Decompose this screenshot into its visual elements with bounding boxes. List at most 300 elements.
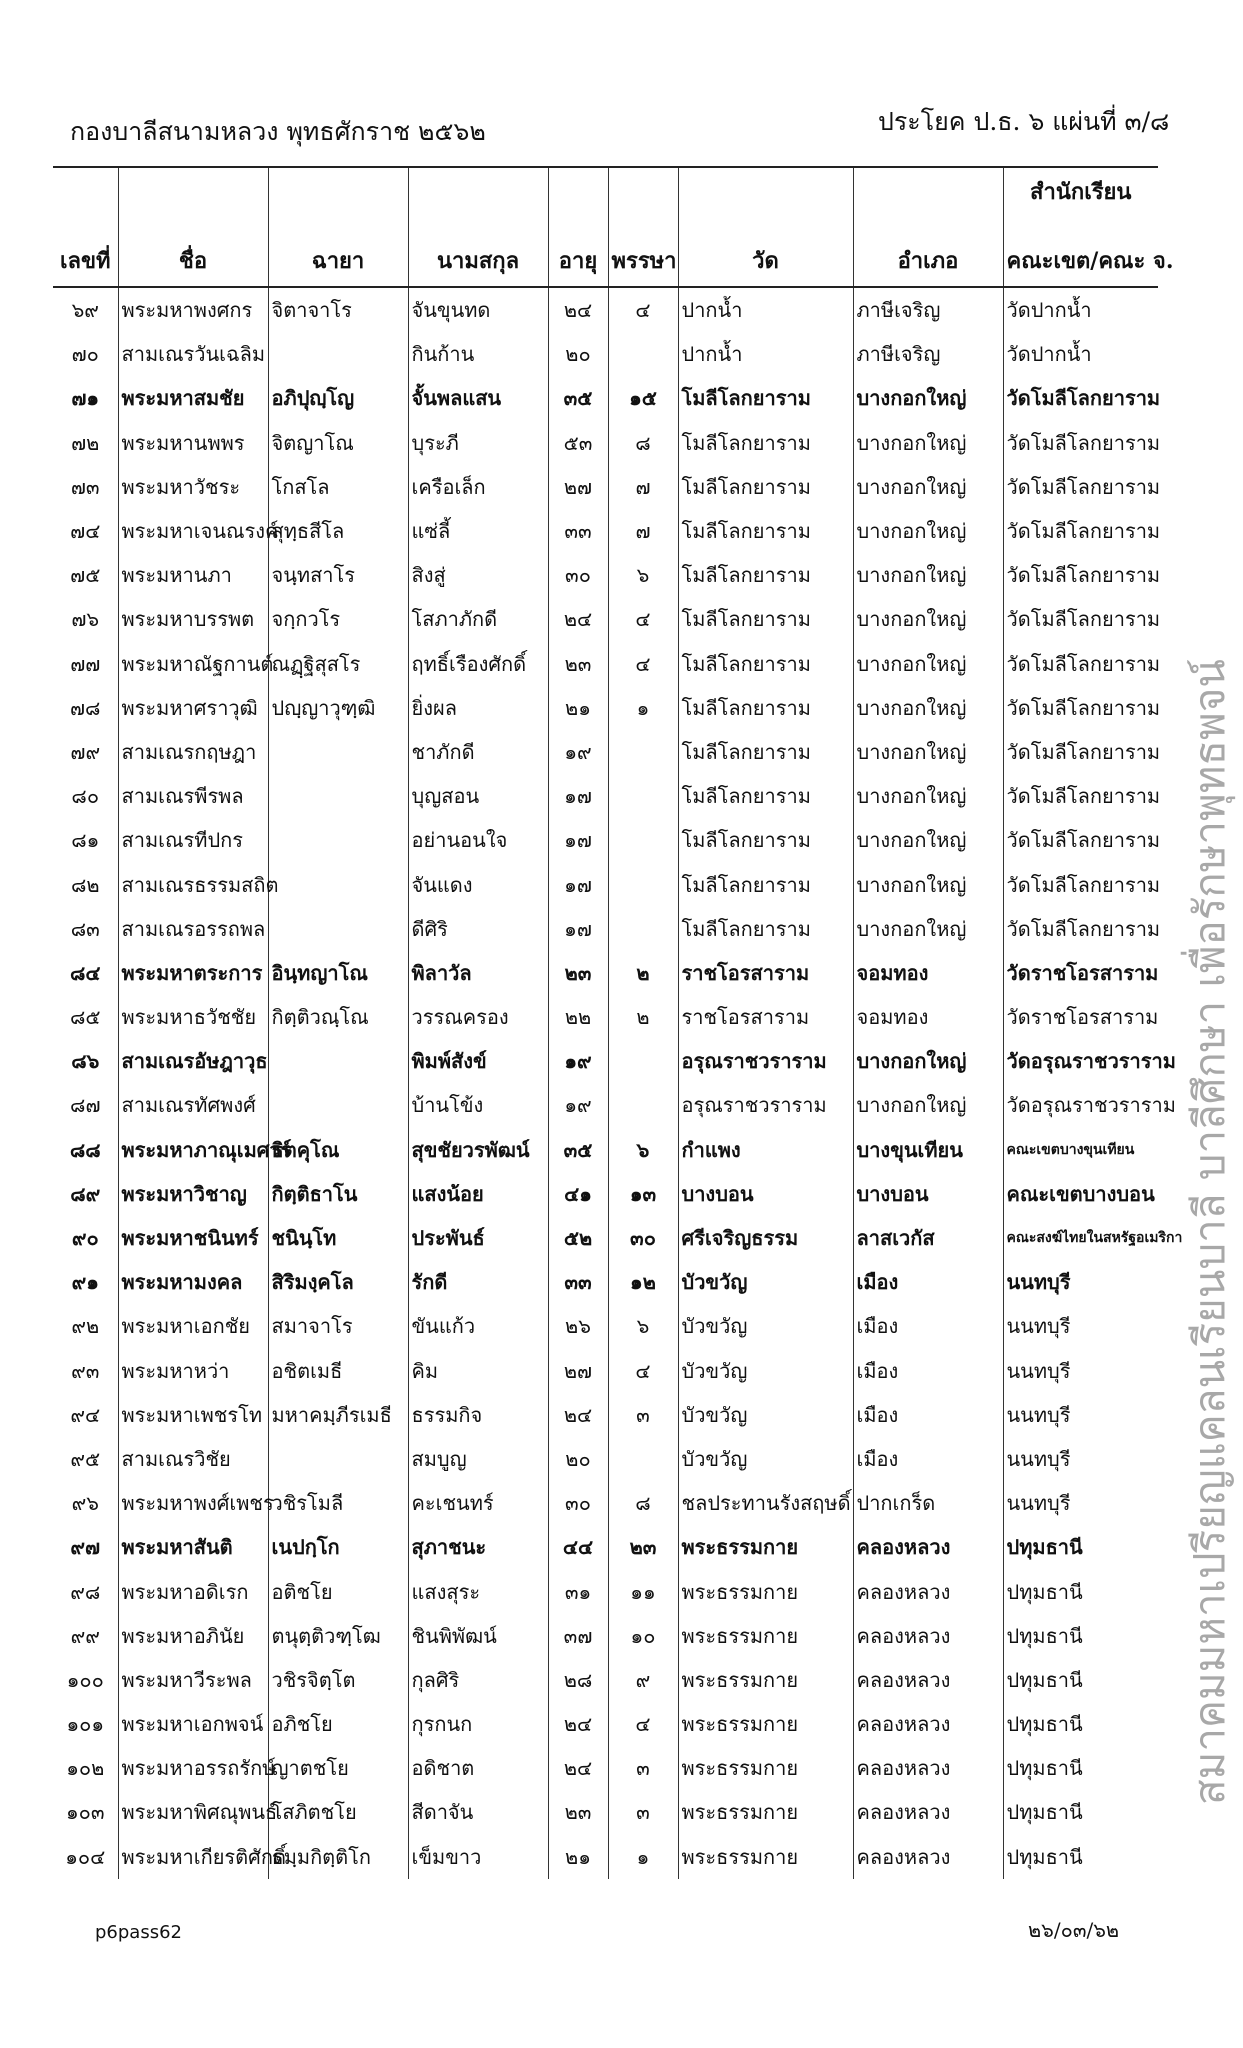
cell-wat: ปากน้ำ (678, 287, 853, 332)
cell-name: สามเณรธรรมสถิต (118, 862, 268, 906)
cell-vassa (608, 1437, 678, 1481)
table-row (53, 1746, 1158, 1790)
cell-district: คลองหลวง (853, 1790, 1003, 1834)
table-row (53, 553, 1158, 597)
cell-vassa: ๖ (608, 1304, 678, 1348)
table-row (53, 1525, 1158, 1569)
cell-name: สามเณรอรรถพล (118, 907, 268, 951)
cell-district: บางกอกใหญ่ (853, 862, 1003, 906)
table-row (53, 818, 1158, 862)
cell-district: ภาษีเจริญ (853, 332, 1003, 376)
cell-no: ๑๐๔ (65, 1844, 106, 1869)
cell-vassa: ๓๐ (608, 1216, 678, 1260)
cell-name: พระมหาสันติ (118, 1525, 268, 1569)
cell-wat: โมลีโลกยาราม (678, 376, 853, 420)
header-title-left: กองบาลีสนามหลวง พุทธศักราช ๒๕๖๒ (70, 117, 486, 146)
cell-name: พระมหานพพร (118, 421, 268, 465)
cell-office: วัดโมลีโลกยาราม (1003, 730, 1158, 774)
cell-age: ๑๗ (548, 818, 608, 862)
cell-district: เมือง (853, 1437, 1003, 1481)
cell-age: ๕๓ (548, 421, 608, 465)
cell-office: คณะเขตบางบอน (1003, 1172, 1158, 1216)
cell-surname: สมบูญ (408, 1437, 548, 1481)
cell-age: ๒๔ (548, 1393, 608, 1437)
cell-chaya: อติชโย (268, 1569, 408, 1613)
cell-district: คลองหลวง (853, 1614, 1003, 1658)
cell-no: ๗๐ (71, 342, 99, 367)
cell-no: ๗๒ (71, 430, 100, 455)
cell-surname: ดีศิริ (408, 907, 548, 951)
cell-surname: ชินพิพัฒน์ (408, 1614, 548, 1658)
cell-name: พระมหาพงศกร (118, 287, 268, 332)
cell-vassa: ๑๒ (608, 1260, 678, 1304)
cell-no: ๗๑ (71, 386, 100, 411)
cell-office: ปทุมธานี (1003, 1614, 1158, 1658)
table-row (53, 1216, 1158, 1260)
cell-chaya: จกฺกวโร (268, 597, 408, 641)
cell-surname: เครือเล็ก (408, 465, 548, 509)
cell-surname: บุญสอน (408, 774, 548, 818)
cell-vassa (608, 1083, 678, 1127)
col-header-office-line1: สำนักเรียน (1030, 179, 1132, 205)
cell-vassa: ๙ (608, 1658, 678, 1702)
cell-district: เมือง (853, 1349, 1003, 1393)
cell-chaya: มหาคมฺภีรเมธี (268, 1393, 408, 1437)
cell-office: นนทบุรี (1003, 1260, 1158, 1304)
cell-name: พระมหาชนินทร์ (118, 1216, 268, 1260)
cell-age: ๑๙ (548, 1083, 608, 1127)
cell-vassa: ๗ (608, 465, 678, 509)
cell-wat: ศรีเจริญธรรม (678, 1216, 853, 1260)
cell-name: พระมหาวิชาญ (118, 1172, 268, 1216)
cell-name: สามเณรพีรพล (118, 774, 268, 818)
col-header-name: ชื่อ (118, 168, 268, 287)
cell-chaya: สุทฺธสีโล (268, 509, 408, 553)
cell-office: วัดโมลีโลกยาราม (1003, 465, 1158, 509)
cell-vassa: ๒ (608, 995, 678, 1039)
cell-surname: ขันแก้ว (408, 1304, 548, 1348)
cell-age: ๓๐ (548, 1481, 608, 1525)
cell-no: ๙๙ (70, 1623, 100, 1648)
cell-chaya: วชิรโมลี (268, 1481, 408, 1525)
cell-wat: ชลประทานรังสฤษดิ์ (678, 1481, 853, 1525)
cell-wat: บัวขวัญ (678, 1260, 853, 1304)
cell-no: ๘๗ (70, 1093, 101, 1118)
cell-no: ๙๒ (71, 1314, 100, 1339)
cell-vassa (608, 1039, 678, 1083)
col-header-wat: วัด (678, 168, 853, 287)
cell-age: ๔๔ (548, 1525, 608, 1569)
cell-office: นนทบุรี (1003, 1393, 1158, 1437)
cell-district: คลองหลวง (853, 1525, 1003, 1569)
table-row (53, 1083, 1158, 1127)
cell-name: พระมหาเพชรโท (118, 1393, 268, 1437)
cell-age: ๒๗ (548, 465, 608, 509)
cell-age: ๓๓ (548, 509, 608, 553)
cell-surname: คิม (408, 1349, 548, 1393)
cell-office: วัดโมลีโลกยาราม (1003, 509, 1158, 553)
cell-district: บางกอกใหญ่ (853, 774, 1003, 818)
cell-name: พระมหาธวัชชัย (118, 995, 268, 1039)
cell-office: ปทุมธานี (1003, 1525, 1158, 1569)
cell-no: ๘๔ (69, 960, 101, 985)
cell-office: วัดราชโอรสาราม (1003, 951, 1158, 995)
cell-district: บางกอกใหญ่ (853, 597, 1003, 641)
results-table (53, 168, 1183, 1879)
col-header-age: อายุ (548, 168, 608, 287)
cell-vassa: ๒๓ (608, 1525, 678, 1569)
cell-age: ๒๔ (548, 287, 608, 332)
cell-vassa: ๑๓ (608, 1172, 678, 1216)
table-row (53, 1349, 1158, 1393)
cell-chaya (268, 332, 408, 376)
cell-chaya: โกสโล (268, 465, 408, 509)
cell-office: วัดโมลีโลกยาราม (1003, 774, 1158, 818)
table-row (53, 1128, 1158, 1172)
cell-no: ๑๐๒ (66, 1756, 105, 1781)
table-row (53, 1790, 1158, 1834)
cell-district: บางกอกใหญ่ (853, 642, 1003, 686)
cell-wat: พระธรรมกาย (678, 1614, 853, 1658)
cell-office: ปทุมธานี (1003, 1790, 1158, 1834)
cell-name: พระมหาวีระพล (118, 1658, 268, 1702)
cell-district: บางกอกใหญ่ (853, 730, 1003, 774)
cell-office: วัดปากน้ำ (1003, 287, 1158, 332)
cell-age: ๓๕ (548, 1128, 608, 1172)
table-row (53, 1304, 1158, 1348)
cell-no: ๙๗ (70, 1535, 101, 1560)
cell-vassa: ๔ (608, 642, 678, 686)
cell-wat: ปากน้ำ (678, 332, 853, 376)
cell-chaya (268, 1039, 408, 1083)
cell-no: ๘๖ (71, 1049, 100, 1074)
cell-office: นนทบุรี (1003, 1481, 1158, 1525)
cell-office: คณะเขตบางขุนเทียน (1003, 1128, 1158, 1172)
cell-wat: อรุณราชวราราม (678, 1039, 853, 1083)
cell-office: วัดโมลีโลกยาราม (1003, 907, 1158, 951)
cell-name: พระมหาวัชระ (118, 465, 268, 509)
cell-surname: แสงสุระ (408, 1569, 548, 1613)
cell-name: พระมหาตระการ (118, 951, 268, 995)
cell-age: ๑๗ (548, 862, 608, 906)
cell-no: ๗๖ (71, 607, 100, 632)
cell-office: ปทุมธานี (1003, 1569, 1158, 1613)
cell-district: คลองหลวง (853, 1658, 1003, 1702)
cell-name: สามเณรทัศพงศ์ (118, 1083, 268, 1127)
cell-name: พระมหาเอกชัย (118, 1304, 268, 1348)
results-table-wrapper (53, 168, 1183, 1879)
cell-wat: โมลีโลกยาราม (678, 774, 853, 818)
cell-no: ๑๐๑ (66, 1712, 105, 1737)
cell-chaya: จิตญาโณ (268, 421, 408, 465)
cell-district: คลองหลวง (853, 1835, 1003, 1879)
cell-no: ๙๐ (71, 1226, 99, 1251)
col-header-no: เลขที่ (59, 248, 111, 274)
cell-no: ๙๘ (70, 1579, 101, 1604)
cell-office: วัดปากน้ำ (1003, 332, 1158, 376)
header-page-info: ประโยค ป.ธ. ๖ แผ่นที่ ๓/๘ (878, 107, 1170, 136)
cell-age: ๑๙ (548, 730, 608, 774)
cell-wat: บัวขวัญ (678, 1437, 853, 1481)
cell-age: ๓๓ (548, 1260, 608, 1304)
cell-wat: พระธรรมกาย (678, 1790, 853, 1834)
cell-no: ๙๖ (71, 1491, 99, 1516)
cell-surname: ชาภักดี (408, 730, 548, 774)
cell-district: บางกอกใหญ่ (853, 376, 1003, 420)
cell-vassa (608, 818, 678, 862)
cell-district: บางกอกใหญ่ (853, 1039, 1003, 1083)
cell-wat: โมลีโลกยาราม (678, 907, 853, 951)
cell-chaya: อภิชโย (268, 1702, 408, 1746)
cell-district: คลองหลวง (853, 1702, 1003, 1746)
cell-no: ๘๒ (70, 872, 100, 897)
cell-office: วัดราชโอรสาราม (1003, 995, 1158, 1039)
cell-no: ๙๔ (70, 1402, 101, 1427)
cell-age: ๒๑ (548, 1835, 608, 1879)
cell-age: ๒๓ (548, 951, 608, 995)
cell-chaya: เนปกฺโก (268, 1525, 408, 1569)
cell-no: ๖๙ (53, 287, 118, 332)
cell-district: เมือง (853, 1260, 1003, 1304)
table-row (53, 907, 1158, 951)
cell-name: พระมหาภาณุเมศวร์ (118, 1128, 268, 1172)
col-header-chaya: ฉายา (268, 168, 408, 287)
cell-wat: โมลีโลกยาราม (678, 509, 853, 553)
table-row (53, 1835, 1158, 1879)
table-row (53, 995, 1158, 1039)
cell-district: บางกอกใหญ่ (853, 1083, 1003, 1127)
cell-wat: โมลีโลกยาราม (678, 597, 853, 641)
cell-chaya (268, 1437, 408, 1481)
cell-no: ๘๘ (69, 1137, 101, 1162)
footer-date: ๒๖/๐๓/๖๒ (1028, 1918, 1120, 1942)
table-row (53, 686, 1158, 730)
table-row (53, 1614, 1158, 1658)
cell-vassa: ๔ (608, 1702, 678, 1746)
table-row (53, 862, 1158, 906)
table-row (53, 332, 1158, 376)
cell-chaya (268, 818, 408, 862)
cell-surname: แซ่ลี้ (408, 509, 548, 553)
cell-district: เมือง (853, 1304, 1003, 1348)
cell-chaya: อภิปุญฺโญ (268, 376, 408, 420)
cell-chaya (268, 1083, 408, 1127)
cell-office: วัดโมลีโลกยาราม (1003, 686, 1158, 730)
cell-district: เมือง (853, 1393, 1003, 1437)
cell-name: พระมหาเอกพจน์ (118, 1702, 268, 1746)
table-row (53, 509, 1158, 553)
cell-vassa: ๘ (608, 421, 678, 465)
table-row (53, 774, 1158, 818)
cell-age: ๓๑ (548, 1569, 608, 1613)
cell-name: พระมหาพิศณุพนธ์ (118, 1790, 268, 1834)
cell-name: พระมหาอรรถรักษ์ (118, 1746, 268, 1790)
cell-office: วัดโมลีโลกยาราม (1003, 376, 1158, 420)
cell-age: ๒๒ (548, 995, 608, 1039)
cell-surname: บ้านโข้ง (408, 1083, 548, 1127)
cell-wat: ราชโอรสาราม (678, 951, 853, 995)
cell-age: ๑๙ (548, 1039, 608, 1083)
col-header-district: อำเภอ (853, 168, 1003, 287)
cell-surname: รักดี (408, 1260, 548, 1304)
cell-no: ๘๓ (70, 916, 100, 941)
cell-district: จอมทอง (853, 951, 1003, 995)
cell-name: พระมหาศราวุฒิ (118, 686, 268, 730)
cell-age: ๒๑ (548, 686, 608, 730)
cell-wat: โมลีโลกยาราม (678, 465, 853, 509)
cell-wat: บางบอน (678, 1172, 853, 1216)
cell-no: ๘๐ (71, 784, 100, 809)
cell-district: บางกอกใหญ่ (853, 421, 1003, 465)
cell-surname: พิมพ์สังข์ (408, 1039, 548, 1083)
table-row (53, 1260, 1158, 1304)
cell-name: พระมหาอภินัย (118, 1614, 268, 1658)
table-body (53, 287, 1183, 1879)
table-row (53, 642, 1158, 686)
cell-vassa: ๓ (608, 1393, 678, 1437)
footer-code: p6pass62 (95, 1922, 182, 1943)
cell-office: วัดอรุณราชวราราม (1003, 1039, 1158, 1083)
cell-vassa (608, 862, 678, 906)
cell-district: จอมทอง (853, 995, 1003, 1039)
cell-district: บางกอกใหญ่ (853, 686, 1003, 730)
cell-office: ปทุมธานี (1003, 1702, 1158, 1746)
cell-name: สามเณรทีปกร (118, 818, 268, 862)
table-row (53, 597, 1158, 641)
cell-age: ๒๔ (548, 1746, 608, 1790)
cell-chaya: ณฏฺฐิสุสโร (268, 642, 408, 686)
cell-chaya: จิตาจาโร (268, 287, 408, 332)
cell-surname: กุรกนก (408, 1702, 548, 1746)
cell-office: ปทุมธานี (1003, 1746, 1158, 1790)
cell-district: บางบอน (853, 1172, 1003, 1216)
cell-name: สามเณรกฤษฎา (118, 730, 268, 774)
cell-vassa: ๘ (608, 1481, 678, 1525)
cell-wat: โมลีโลกยาราม (678, 553, 853, 597)
cell-name: พระมหาพงศ์เพชร (118, 1481, 268, 1525)
cell-chaya (268, 907, 408, 951)
cell-wat: โมลีโลกยาราม (678, 818, 853, 862)
cell-wat: โมลีโลกยาราม (678, 686, 853, 730)
cell-office: คณะสงฆ์ไทยในสหรัฐอเมริกา (1003, 1216, 1158, 1260)
cell-office: วัดโมลีโลกยาราม (1003, 642, 1158, 686)
cell-no: ๙๕ (70, 1446, 101, 1471)
cell-chaya: ชนินฺโท (268, 1216, 408, 1260)
cell-district: ลาสเวกัส (853, 1216, 1003, 1260)
cell-age: ๒๔ (548, 1702, 608, 1746)
cell-surname: พิลาวัล (408, 951, 548, 995)
cell-age: ๒๐ (548, 1437, 608, 1481)
cell-age: ๓๕ (548, 376, 608, 420)
cell-surname: สุภาชนะ (408, 1525, 548, 1569)
table-header-row (53, 168, 1158, 287)
cell-chaya: ญาตชโย (268, 1746, 408, 1790)
cell-name: พระมหาเจนณรงค์ (118, 509, 268, 553)
table-row (53, 730, 1158, 774)
cell-vassa: ๑๑ (608, 1569, 678, 1613)
cell-chaya: วชิรจิตฺโต (268, 1658, 408, 1702)
cell-vassa: ๖ (608, 553, 678, 597)
cell-age: ๒๖ (548, 1304, 608, 1348)
cell-no: ๗๕ (70, 563, 101, 588)
cell-district: ภาษีเจริญ (853, 287, 1003, 332)
table-row (53, 1437, 1158, 1481)
cell-no: ๙๓ (71, 1358, 100, 1383)
col-header-vassa: พรรษา (608, 168, 678, 287)
cell-vassa: ๑๕ (608, 376, 678, 420)
cell-surname: จันขุนทด (408, 287, 548, 332)
cell-surname: สิงสู่ (408, 553, 548, 597)
cell-age: ๔๑ (548, 1172, 608, 1216)
cell-name: พระมหานภา (118, 553, 268, 597)
watermark-text: สมาคมมหาเปรียญแคลนเรียนบาลี บาลีศึกษา เพื่อรักษาพุทธพจน์ (1185, 658, 1234, 1805)
cell-chaya (268, 862, 408, 906)
col-header-office-line2: คณะเขต/คณะ จ. (1006, 248, 1174, 274)
cell-age: ๒๐ (548, 332, 608, 376)
cell-office: วัดโมลีโลกยาราม (1003, 421, 1158, 465)
cell-vassa: ๑ (608, 686, 678, 730)
table-row (53, 1481, 1158, 1525)
cell-chaya: กิตฺติธาโน (268, 1172, 408, 1216)
cell-wat: พระธรรมกาย (678, 1702, 853, 1746)
col-header-surname: นามสกุล (408, 168, 548, 287)
cell-wat: โมลีโลกยาราม (678, 421, 853, 465)
cell-office: วัดโมลีโลกยาราม (1003, 553, 1158, 597)
cell-wat: พระธรรมกาย (678, 1835, 853, 1879)
cell-name: พระมหาบรรพต (118, 597, 268, 641)
table-row (53, 287, 1158, 332)
cell-vassa: ๔ (608, 597, 678, 641)
cell-vassa (608, 907, 678, 951)
table-row (53, 1702, 1158, 1746)
cell-surname: สุขชัยวรพัฒน์ (408, 1128, 548, 1172)
cell-office: วัดโมลีโลกยาราม (1003, 597, 1158, 641)
cell-chaya: ปญฺญาวุฑฺฒิ (268, 686, 408, 730)
cell-wat: บัวขวัญ (678, 1304, 853, 1348)
cell-vassa (608, 730, 678, 774)
cell-name: พระมหาสมชัย (118, 376, 268, 420)
cell-age: ๓๐ (548, 553, 608, 597)
cell-age: ๒๓ (548, 642, 608, 686)
cell-surname: ฤทธิ์เรืองศักดิ์ (408, 642, 548, 686)
cell-district: บางกอกใหญ่ (853, 465, 1003, 509)
cell-district: บางกอกใหญ่ (853, 509, 1003, 553)
cell-surname: สีดาจัน (408, 1790, 548, 1834)
cell-surname: ประพันธ์ (408, 1216, 548, 1260)
table-row (53, 421, 1158, 465)
cell-surname: คะเชนทร์ (408, 1481, 548, 1525)
cell-age: ๓๗ (548, 1614, 608, 1658)
cell-vassa: ๒ (608, 951, 678, 995)
cell-wat: พระธรรมกาย (678, 1525, 853, 1569)
cell-office: นนทบุรี (1003, 1349, 1158, 1393)
cell-surname: อดิชาต (408, 1746, 548, 1790)
table-row (53, 1569, 1158, 1613)
cell-surname: อย่านอนใจ (408, 818, 548, 862)
table-row (53, 465, 1158, 509)
cell-office: วัดโมลีโลกยาราม (1003, 862, 1158, 906)
cell-chaya: โสภิตชโย (268, 1790, 408, 1834)
table-row (53, 1393, 1158, 1437)
cell-vassa: ๓ (608, 1790, 678, 1834)
cell-vassa: ๔ (608, 287, 678, 332)
cell-name: พระมหาหว่า (118, 1349, 268, 1393)
cell-age: ๕๒ (548, 1216, 608, 1260)
table-row (53, 1039, 1158, 1083)
cell-chaya: อินฺทญาโณ (268, 951, 408, 995)
cell-chaya: อชิตเมธี (268, 1349, 408, 1393)
col-header-office (1003, 168, 1174, 287)
